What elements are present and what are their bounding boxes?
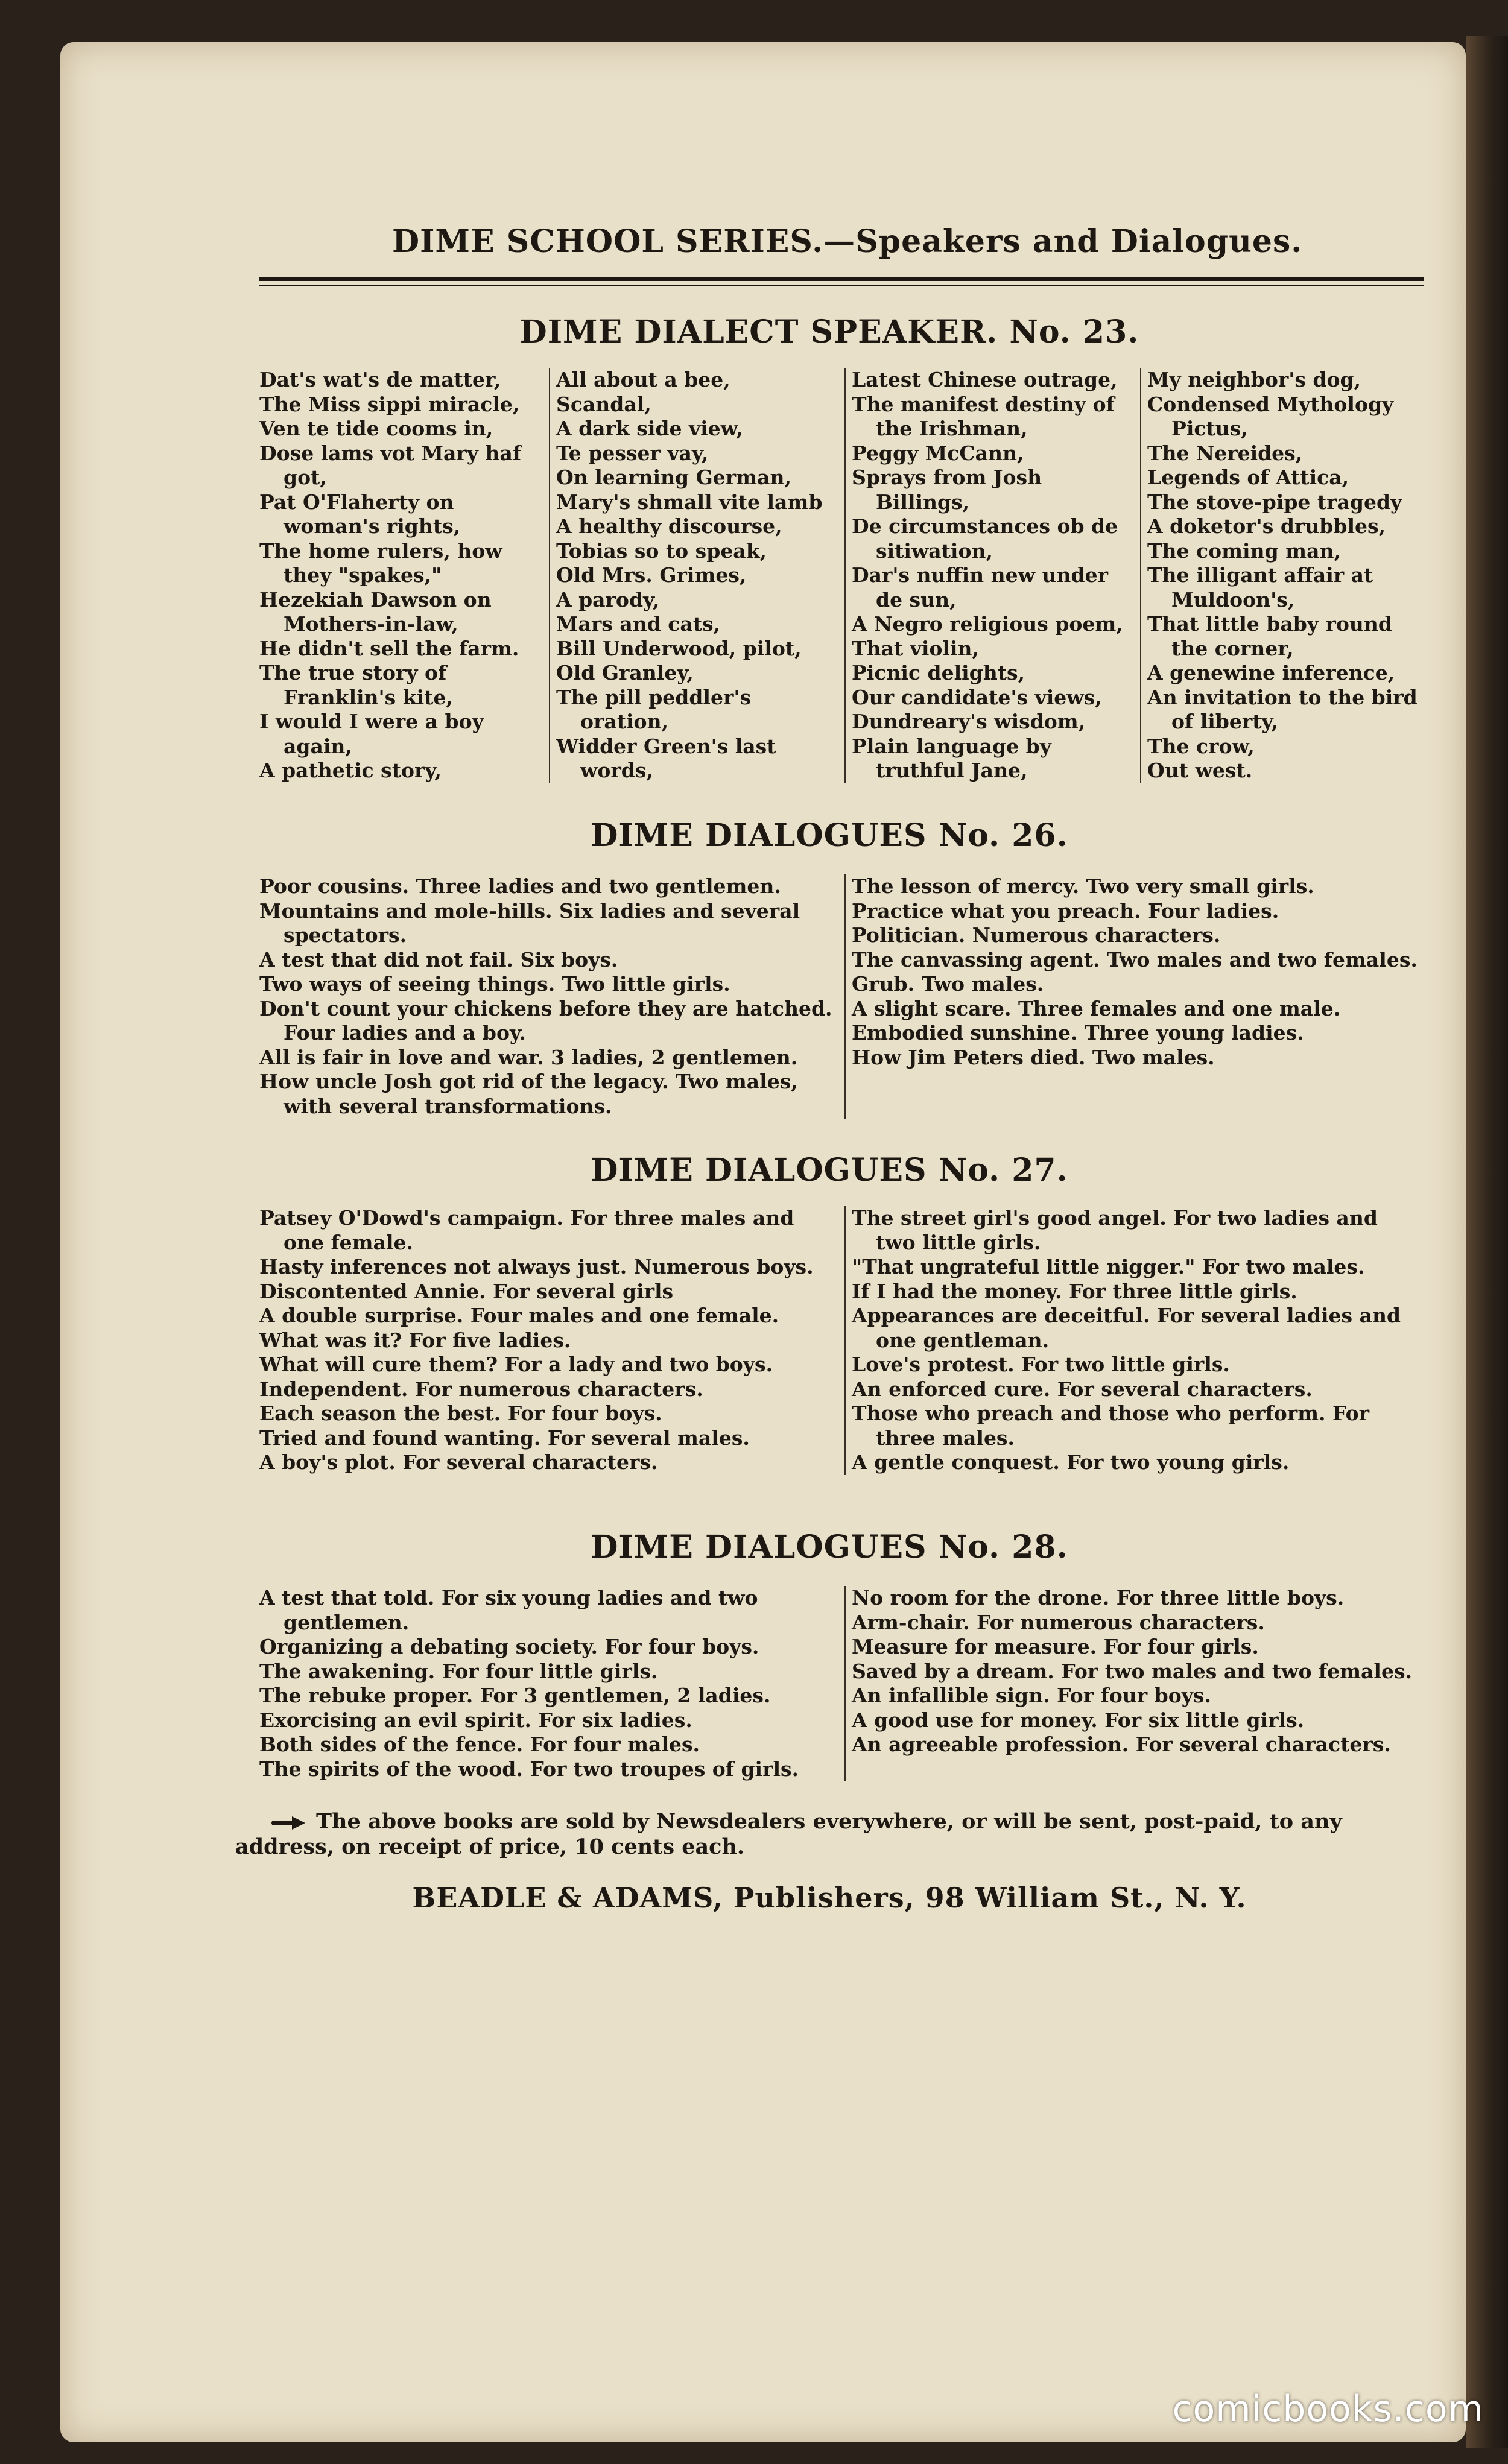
list-item: Picnic delights,: [852, 661, 1025, 684]
list-item: Discontented Annie. For several girls: [259, 1279, 674, 1303]
list-item: Dundreary's wisdom,: [852, 710, 1086, 733]
site-watermark: comicbooks.com: [1172, 2388, 1484, 2430]
list-item: Bill Underwood, pilot,: [556, 636, 802, 660]
list-item: The true story of Franklin's kite,: [259, 661, 453, 709]
sales-notice: [235, 1809, 1418, 1860]
column: [549, 368, 844, 783]
list-item: Appearances are deceitful. For several ladies and one gentleman.: [852, 1304, 1401, 1352]
list-item: The lesson of mercy. Two very small girls.: [852, 874, 1314, 898]
pointing-hand-icon: [271, 1816, 305, 1830]
list-item: Those who preach and those who perform. For three males.: [852, 1401, 1370, 1450]
list-item: Old Granley,: [556, 661, 694, 684]
list-item: Practice what you preach. Four ladies.: [852, 899, 1279, 923]
list-item: Dar's nuffin new under de sun,: [852, 563, 1108, 611]
list-item: Mountains and mole-hills. Six ladies and several spectators.: [259, 899, 800, 947]
list-item: Plain language by truthful Jane,: [852, 734, 1051, 782]
list-item: Organizing a debating society. For four boys.: [259, 1635, 759, 1658]
list-item: The manifest destiny of the Irishman,: [852, 392, 1115, 440]
list-item: The crow,: [1147, 734, 1255, 758]
list-item: A gentle conquest. For two young girls.: [852, 1450, 1290, 1474]
list-item: If I had the money. For three little girls.: [852, 1279, 1297, 1303]
list-item: A slight scare. Three females and one male.: [852, 996, 1341, 1020]
list-item: Embodied sunshine. Three young ladies.: [852, 1021, 1304, 1044]
list-item: What will cure them? For a lady and two boys.: [259, 1353, 773, 1376]
list-item: What was it? For five ladies.: [259, 1328, 571, 1352]
list-item: Grub. Two males.: [852, 972, 1044, 996]
list-item: Widder Green's last words,: [556, 734, 776, 782]
list-item: Mary's shmall vite lamb: [556, 490, 823, 514]
list-item: Dose lams vot Mary haf got,: [259, 441, 522, 489]
list-item: Politician. Numerous characters.: [852, 923, 1221, 947]
list-item: An agreeable profession. For several characters.: [852, 1733, 1391, 1756]
list-item: The street girl's good angel. For two ladies and two little girls.: [852, 1206, 1378, 1254]
list-item: Love's protest. For two little girls.: [852, 1353, 1230, 1376]
list-item: A test that told. For six young ladies and two gentlemen.: [259, 1586, 758, 1634]
list-item: Hezekiah Dawson on Mothers-in-law,: [259, 587, 492, 636]
list-item: That little baby round the corner,: [1147, 612, 1392, 660]
section-title-dialogues-28: DIME DIALOGUES No. 28.: [591, 1529, 1068, 1565]
publisher-imprint: BEADLE & ADAMS, Publishers, 98 William St., N. Y.: [412, 1881, 1247, 1914]
list-item: An enforced cure. For several characters.: [852, 1377, 1313, 1401]
column: [844, 1206, 1424, 1475]
list-item: Arm-chair. For numerous characters.: [852, 1610, 1265, 1634]
list-item: Old Mrs. Grimes,: [556, 563, 747, 587]
list-item: Ven te tide cooms in,: [259, 417, 493, 440]
list-item: A parody,: [556, 587, 660, 611]
sales-notice-text: The above books are sold by Newsdealers everywhere, or will be sent, post-paid, to any address, on receipt of price, 10 cents each.: [235, 1809, 1342, 1859]
column: [253, 874, 844, 1119]
list-item: Mars and cats,: [556, 612, 721, 636]
section-columns-dialogues-28: [253, 1586, 1424, 1781]
list-item: Our candidate's views,: [852, 685, 1102, 709]
list-item: Peggy McCann,: [852, 441, 1024, 465]
list-item: That violin,: [852, 636, 979, 660]
list-item: How uncle Josh got rid of the legacy. Two males, with several transformations.: [259, 1070, 798, 1118]
list-item: All is fair in love and war. 3 ladies, 2 gentlemen.: [259, 1045, 798, 1069]
section-columns-dialogues-26: [253, 874, 1424, 1119]
list-item: The Miss sippi miracle,: [259, 392, 520, 416]
section-title-dialogues-26: DIME DIALOGUES No. 26.: [591, 817, 1068, 854]
list-item: Independent. For numerous characters.: [259, 1377, 703, 1401]
list-item: Condensed Mythology Pictus,: [1147, 392, 1394, 440]
list-item: A double surprise. Four males and one female.: [259, 1304, 779, 1327]
list-item: A pathetic story,: [259, 759, 442, 782]
column: [253, 1586, 844, 1781]
list-item: An infallible sign. For four boys.: [852, 1684, 1211, 1707]
list-item: The Nereides,: [1147, 441, 1303, 465]
list-item: A test that did not fail. Six boys.: [259, 947, 618, 971]
list-item: A good use for money. For six little girls.: [852, 1708, 1305, 1732]
list-item: Te pesser vay,: [556, 441, 709, 465]
column: [844, 1586, 1424, 1781]
list-item: He didn't sell the farm.: [259, 636, 519, 660]
list-item: On learning German,: [556, 466, 791, 489]
list-item: All about a bee,: [556, 368, 730, 391]
list-item: The awakening. For four little girls.: [259, 1659, 658, 1683]
list-item: Measure for measure. For four girls.: [852, 1635, 1259, 1658]
list-item: An invitation to the bird of liberty,: [1147, 685, 1418, 733]
list-item: The home rulers, how they "spakes,": [259, 539, 502, 587]
list-item: Patsey O'Dowd's campaign. For three males and one female.: [259, 1206, 794, 1254]
list-item: Two ways of seeing things. Two little girls.: [259, 972, 730, 996]
list-item: The spirits of the wood. For two troupes of girls.: [259, 1757, 799, 1781]
section-columns-dialogues-27: [253, 1206, 1424, 1475]
list-item: Saved by a dream. For two males and two females.: [852, 1659, 1413, 1683]
list-item: Tried and found wanting. For several males.: [259, 1426, 750, 1450]
column: [1140, 368, 1424, 783]
list-item: Both sides of the fence. For four males.: [259, 1733, 700, 1756]
header-rule-thin: [259, 285, 1424, 286]
list-item: Scandal,: [556, 392, 651, 416]
list-item: Each season the best. For four boys.: [259, 1401, 662, 1425]
list-item: Latest Chinese outrage,: [852, 368, 1118, 391]
list-item: A boy's plot. For several characters.: [259, 1450, 658, 1474]
list-item: The canvassing agent. Two males and two females.: [852, 947, 1418, 971]
header-rule: [259, 277, 1424, 281]
list-item: The rebuke proper. For 3 gentlemen, 2 ladies.: [259, 1684, 771, 1707]
list-item: I would I were a boy again,: [259, 710, 484, 758]
list-item: Hasty inferences not always just. Numerous boys.: [259, 1255, 814, 1278]
section-title-dialect-speaker-23: DIME DIALECT SPEAKER. No. 23.: [519, 314, 1139, 350]
list-item: A Negro religious poem,: [852, 612, 1123, 636]
column: [253, 1206, 844, 1475]
book-binding: [1466, 36, 1508, 2448]
column: [253, 368, 549, 783]
list-item: No room for the drone. For three little boys.: [852, 1586, 1345, 1609]
list-item: Exorcising an evil spirit. For six ladies.: [259, 1708, 692, 1732]
list-item: A healthy discourse,: [556, 514, 782, 538]
list-item: The pill peddler's oration,: [556, 685, 752, 733]
list-item: De circumstances ob de sitiwation,: [852, 514, 1118, 563]
list-item: Don't count your chickens before they are hatched. Four ladies and a boy.: [259, 996, 832, 1044]
list-item: Out west.: [1147, 759, 1253, 782]
list-item: Dat's wat's de matter,: [259, 368, 501, 391]
section-title-dialogues-27: DIME DIALOGUES No. 27.: [591, 1152, 1068, 1189]
list-item: Sprays from Josh Billings,: [852, 466, 1042, 514]
list-item: A genewine inference,: [1147, 661, 1395, 684]
list-item: A doketor's drubbles,: [1147, 514, 1386, 538]
list-item: "That ungrateful little nigger." For two males.: [852, 1255, 1365, 1278]
list-item: Pat O'Flaherty on woman's rights,: [259, 490, 461, 538]
series-header: DIME SCHOOL SERIES.—Speakers and Dialogues.: [392, 223, 1303, 260]
list-item: A dark side view,: [556, 417, 743, 440]
list-item: My neighbor's dog,: [1147, 368, 1361, 391]
column: [844, 874, 1424, 1119]
list-item: The stove-pipe tragedy: [1147, 490, 1402, 514]
list-item: The illigant affair at Muldoon's,: [1147, 563, 1373, 611]
list-item: Legends of Attica,: [1147, 466, 1349, 489]
list-item: How Jim Peters died. Two males.: [852, 1045, 1215, 1069]
column: [844, 368, 1140, 783]
list-item: Poor cousins. Three ladies and two gentlemen.: [259, 874, 781, 898]
list-item: The coming man,: [1147, 539, 1341, 563]
section-columns-dialect-speaker-23: [253, 368, 1424, 783]
list-item: Tobias so to speak,: [556, 539, 767, 563]
